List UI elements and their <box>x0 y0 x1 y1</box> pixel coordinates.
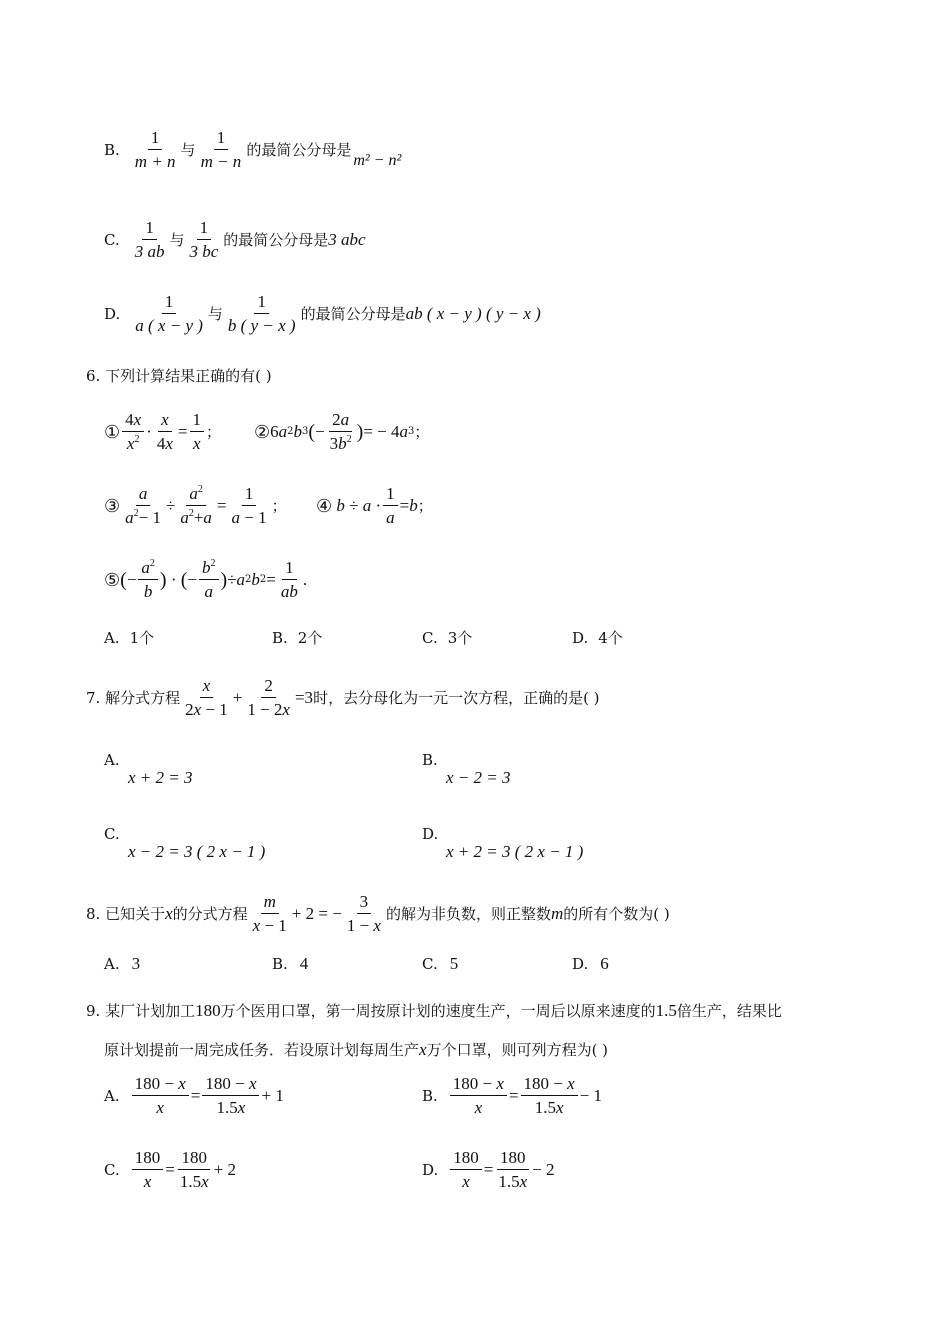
option-value: x + 2 = 3 ( 2 x − 1 ) <box>446 842 584 861</box>
q9-stem-line2: 原计划提前一周完成任务．若设原计划每周生产 x 万个口罩，则可列方程为( ) <box>104 1040 609 1059</box>
q8-option-d[interactable]: D. 6 <box>572 954 609 973</box>
option-label: B. <box>104 141 120 159</box>
q6-stem: 6. 下列计算结果正确的有( ) <box>86 367 272 385</box>
fraction: $\frac{1}{3 ab}$ <box>134 218 165 261</box>
fraction: $\frac{1}{a ( x - y )}$ <box>135 292 203 335</box>
q6-item-3: ③ $\frac{a}{a^2- 1}$ ÷ $\frac{a^2}{a^2+a}$ = $\frac{1}{a - 1}$ ； <box>104 484 287 527</box>
q6-option-b[interactable]: B. 2个 <box>272 629 323 647</box>
fraction: $\frac{1}{m + n}$ <box>134 128 176 171</box>
option-value: x − 2 = 3 ( 2 x − 1 ) <box>128 842 266 861</box>
q7-stem: 7. 解分式方程 $\frac{x}{2x - 1}$ + $\frac{2}{1 - 2x}$ =3 时，去分母化为一元一次方程，正确的是( ) <box>86 676 600 719</box>
q7-option-c[interactable]: C. x − 2 = 3 ( 2 x − 1 ) <box>104 825 266 861</box>
q8-option-c[interactable]: C. 5 <box>422 954 459 973</box>
q7-option-a[interactable]: A. x + 2 = 3 <box>104 751 193 787</box>
q5-option-c[interactable]: C. $\frac{1}{3 ab}$ 与 $\frac{1}{3 bc}$ 的最简公分母是 3 abc <box>104 218 366 261</box>
q9-option-c[interactable]: C. $\frac{180}{x}$ = $\frac{180}{1.5x}$ + 2 <box>104 1148 236 1191</box>
fraction: $\frac{1}{m - n}$ <box>200 128 242 171</box>
answer: m² − n² <box>353 152 402 169</box>
fraction: $\frac{1}{b ( y - x )}$ <box>227 292 296 335</box>
fraction: $\frac{1}{3 bc}$ <box>189 218 219 261</box>
q5-option-b[interactable]: B. $\frac{1}{m + n}$ 与 $\frac{1}{m - n}$ 的最简公分母是 m² − n² <box>104 128 402 171</box>
q8-option-a[interactable]: A. 3 <box>104 954 141 973</box>
q9-option-b[interactable]: B. $\frac{180 - x}{x}$ = $\frac{180 - x}{1.5x}$ − 1 <box>422 1074 603 1117</box>
answer: 3 abc <box>328 230 366 249</box>
q6-item-1: ① $\frac{4x}{x^2}$ · $\frac{x}{4x}$ = $\frac{1}{x}$ ； <box>104 410 222 453</box>
q6-option-d[interactable]: D. 4个 <box>572 629 623 647</box>
q9-option-a[interactable]: A. $\frac{180 - x}{x}$ = $\frac{180 - x}{1.5x}$ + 1 <box>104 1074 284 1117</box>
q6-option-c[interactable]: C. 3个 <box>422 629 473 647</box>
q6-item-5: ⑤ ( − $\frac{a^2}{b}$ ) · ( − $\frac{b^2}{a}$ ) ÷ a 2 b 2 = $\frac{1}{ab}$ . <box>104 558 308 601</box>
q9-stem-line1: 9. 某厂计划加工 180 万个医用口罩，第一周按原计划的速度生产，一周后以原来速度的 1.5 倍生产，结果比 <box>86 1001 782 1020</box>
option-value: x + 2 = 3 <box>128 768 193 787</box>
q5-option-d[interactable]: D. $\frac{1}{a ( x - y )}$ 与 $\frac{1}{b ( y - x )}$ 的最简公分母是 ab ( x − y ) ( y − x ) <box>104 292 541 335</box>
q8-option-b[interactable]: B. 4 <box>272 954 309 973</box>
q6-item-2: ② 6 a 2 b 3 ( − $\frac{2a}{3b^2}$ ) = − 4 a 3 ； <box>254 410 430 453</box>
q7-option-d[interactable]: D. x + 2 = 3 ( 2 x − 1 ) <box>422 825 584 861</box>
q6-item-4: ④ b ÷ a · $\frac{1}{a}$ = b ； <box>316 484 433 527</box>
q9-option-d[interactable]: D. $\frac{180}{x}$ = $\frac{180}{1.5x}$ − 2 <box>422 1148 555 1191</box>
option-label: D. <box>104 305 121 323</box>
option-value: x − 2 = 3 <box>446 768 511 787</box>
answer: ab ( x − y ) ( y − x ) <box>405 304 541 323</box>
option-label: C. <box>104 231 120 249</box>
q6-option-a[interactable]: A. 1个 <box>104 629 155 647</box>
q8-stem: 8. 已知关于 x 的分式方程 $\frac{m}{x - 1}$ + 2 = − $\frac{3}{1 - x}$ 的解为非负数，则正整数 m 的所有个数为( ) <box>86 892 670 935</box>
q7-option-b[interactable]: B. x − 2 = 3 <box>422 751 511 787</box>
